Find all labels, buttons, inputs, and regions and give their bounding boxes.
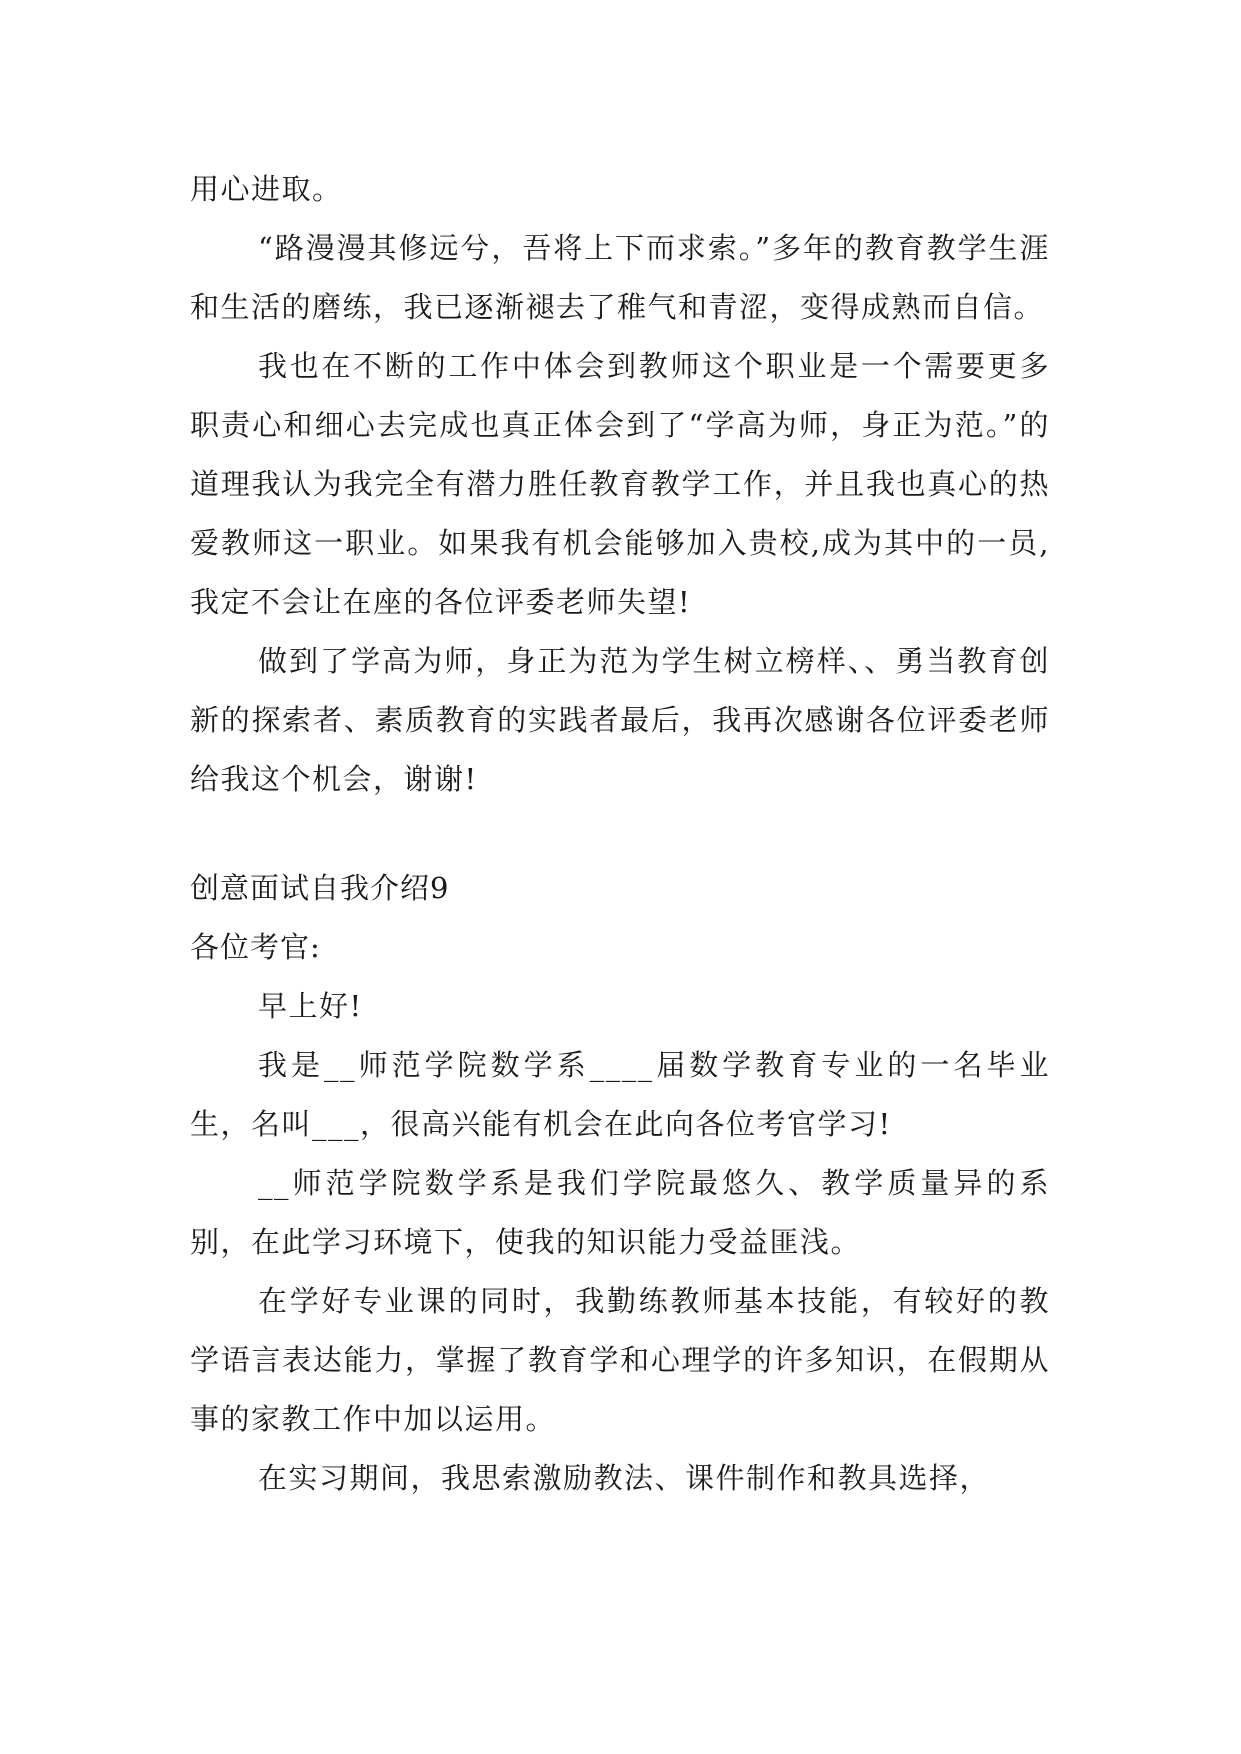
paragraph-department: __师范学院数学系是我们学院最悠久、教学质量异的系别，在此学习环境下，使我的知识能力受益匪浅。 xyxy=(190,1166,1050,1259)
salutation: 各位考官: xyxy=(190,930,321,964)
paragraph-internship: 在实习期间，我思索激励教法、课件制作和教具选择， xyxy=(258,1461,991,1495)
paragraph-skills: 在学好专业课的同时，我勤练教师基本技能，有较好的教学语言表达能力，掌握了教育学和心理学的许多知识，在假期从事的家教工作中加以运用。 xyxy=(190,1284,1050,1436)
section-gap xyxy=(190,809,1050,859)
paragraph-closing: 做到了学高为师，身正为范为学生树立榜样、、勇当教育创新的探索者、素质教育的实践者最后，我再次感谢各位评委老师给我这个机会，谢谢! xyxy=(190,644,1050,796)
document-body xyxy=(190,160,1050,1508)
paragraph-greeting: 早上好! xyxy=(258,989,363,1023)
paragraph-introduction: 我是__师范学院数学系____届数学教育专业的一名毕业生，名叫___，很高兴能有机会在此向各位考官学习! xyxy=(190,1048,1050,1141)
paragraph-career: 我也在不断的工作中体会到教师这个职业是一个需要更多职责心和细心去完成也真正体会到了“学高为师，身正为范。”的道理我认为我完全有潜力胜任教育教学工作，并且我也真心的热爱教师这一职业。如果我有机会能够加入贵校,成为其中的一员,我定不会让在座的各位评委老师失望! xyxy=(190,349,1050,619)
paragraph-quote: “路漫漫其修远兮，吾将上下而求索。”多年的教育教学生涯和生活的磨练，我已逐渐褪去了稚气和青涩，变得成熟而自信。 xyxy=(190,231,1050,324)
paragraph-continuation: 用心进取。 xyxy=(190,172,343,206)
section-title: 创意面试自我介绍9 xyxy=(190,871,450,905)
